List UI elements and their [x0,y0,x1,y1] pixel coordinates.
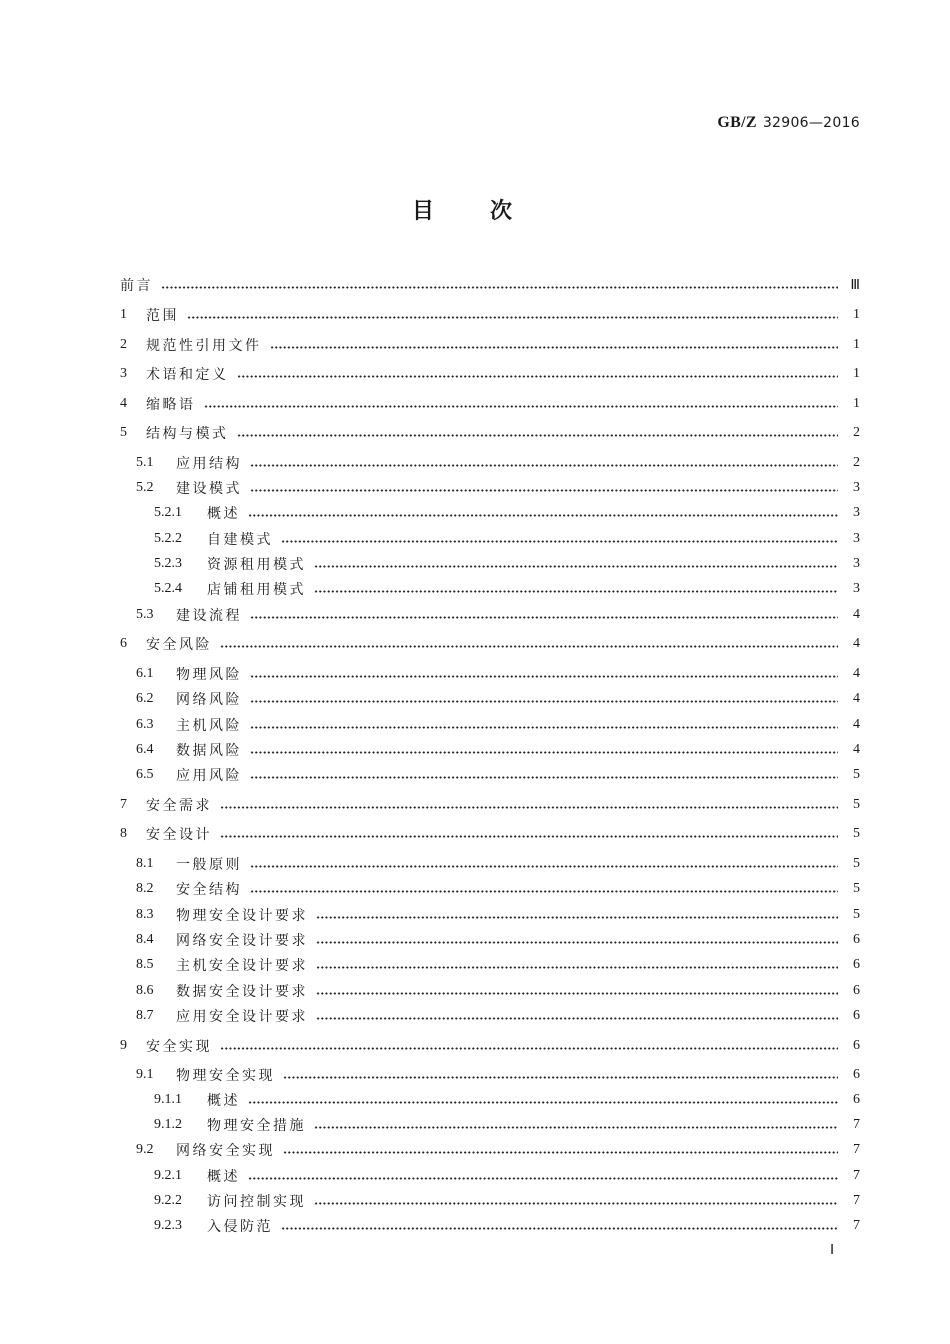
toc-entry-title: 物理安全实现 [176,1068,275,1084]
toc-entry-title: 入侵防范 [207,1219,273,1235]
toc-entry-page: 6 [853,1067,860,1082]
toc-entry-title: 数据安全设计要求 [176,984,308,1000]
toc-entry-number: 8.5 [136,957,154,972]
toc-entry-title: 范围 [146,308,179,324]
toc-entry-number: 9.1.1 [154,1092,182,1107]
footer-page-number: Ⅰ [830,1243,835,1258]
toc-entry[interactable] [120,713,860,737]
toc-entry-page: 4 [853,666,860,681]
toc-entry[interactable] [120,979,860,1003]
toc-entry[interactable] [120,662,860,686]
toc-entry-title: 安全实现 [146,1039,212,1055]
toc-entry-number: 9.1.2 [154,1117,182,1132]
dot-leader [283,1076,838,1079]
toc-entry-title: 安全结构 [176,882,242,898]
toc-entry[interactable] [120,1113,860,1137]
toc-entry[interactable] [120,953,860,977]
toc-entry-page: 6 [853,1038,860,1053]
toc-entry-number: 6.4 [136,742,154,757]
toc-entry-title: 规范性引用文件 [146,338,262,354]
toc-entry[interactable] [120,928,860,952]
dot-leader [316,941,838,944]
toc-entry-page: 3 [853,480,860,495]
toc-entry-title: 物理安全设计要求 [176,908,308,924]
toc-entry[interactable] [120,421,860,445]
toc-entry-page: 3 [853,556,860,571]
toc-entry-page: 6 [853,983,860,998]
toc-entry[interactable] [120,362,860,386]
toc-entry-page: 7 [853,1142,860,1157]
dot-leader [250,489,838,492]
toc-entry[interactable] [120,1034,860,1058]
toc-entry-title: 建设模式 [176,481,242,497]
toc-entry[interactable] [120,822,860,846]
dot-leader [250,751,838,754]
toc-entry-page: 6 [853,1008,860,1023]
toc-entry-title: 前言 [120,278,153,294]
dot-leader [248,1101,838,1104]
toc-entry[interactable] [120,763,860,787]
toc-entry[interactable] [120,1004,860,1028]
dot-leader [281,540,838,543]
toc-entry-page: 5 [853,797,860,812]
toc-entry-number: 8.6 [136,983,154,998]
toc-entry-title: 应用安全设计要求 [176,1009,308,1025]
toc-entry-number: 5.2.3 [154,556,182,571]
toc-entry[interactable] [120,603,860,627]
dot-leader [250,616,838,619]
toc-entry-title: 一般原则 [176,857,242,873]
dot-leader [250,726,838,729]
toc-entry[interactable] [120,1214,860,1238]
toc-entry-number: 9.2.2 [154,1193,182,1208]
toc-entry-page: 7 [853,1193,860,1208]
toc-entry[interactable] [120,303,860,327]
toc-entry-title: 网络安全实现 [176,1143,275,1159]
toc-entry[interactable] [120,501,860,525]
dot-leader [316,966,838,969]
toc-entry-number: 9.1 [136,1067,154,1082]
toc-entry-number: 5.1 [136,455,154,470]
toc-entry-title: 主机安全设计要求 [176,958,308,974]
toc-entry[interactable] [120,632,860,656]
toc-entry-title: 结构与模式 [146,426,229,442]
toc-entry[interactable] [120,476,860,500]
dot-leader [316,992,838,995]
toc-entry-page: 4 [853,636,860,651]
toc-entry-number: 5.3 [136,607,154,622]
toc-entry-page: 3 [853,505,860,520]
dot-leader [248,1177,838,1180]
toc-entry-number: 5.2.4 [154,581,182,596]
toc-entry-number: 9.2.3 [154,1218,182,1233]
toc-entry-title: 物理风险 [176,667,242,683]
toc-entry-number: 6 [120,636,127,651]
toc-entry-page: 4 [853,607,860,622]
toc-entry-title: 安全风险 [146,637,212,653]
toc-entry-page: 7 [853,1117,860,1132]
toc-entry[interactable] [120,738,860,762]
dot-leader [220,645,838,648]
toc-entry[interactable] [120,1088,860,1112]
toc-entry-title: 网络风险 [176,692,242,708]
toc-entry-number: 1 [120,307,127,322]
toc-entry-number: 6.3 [136,717,154,732]
toc-entry-page: 6 [853,1092,860,1107]
dot-leader [283,1151,838,1154]
dot-leader [237,434,839,437]
toc-entry-page: 4 [853,691,860,706]
dot-leader [220,835,838,838]
toc-entry-page: 5 [853,767,860,782]
toc-entry-number: 6.5 [136,767,154,782]
toc-entry[interactable] [120,877,860,901]
dot-leader [316,916,838,919]
toc-entry-number: 2 [120,337,127,352]
toc-entry-title: 资源租用模式 [207,557,306,573]
toc-entry-number: 9.2.1 [154,1168,182,1183]
dot-leader [250,890,838,893]
toc-entry-title: 建设流程 [176,608,242,624]
toc-entry[interactable] [120,333,860,357]
toc-entry-number: 4 [120,396,127,411]
toc-entry-title: 店铺租用模式 [207,582,306,598]
toc-entry-number: 8.1 [136,856,154,871]
toc-entry[interactable] [120,1189,860,1213]
dot-leader [237,375,839,378]
toc-entry-title: 自建模式 [207,532,273,548]
toc-entry-number: 8.2 [136,881,154,896]
toc-entry-page: 2 [853,455,860,470]
dot-leader [314,565,838,568]
toc-entry-page: 6 [853,932,860,947]
toc-entry-page: Ⅲ [850,277,860,293]
toc-entry-title: 访问控制实现 [207,1194,306,1210]
toc-entry-title: 概述 [207,506,240,522]
toc-entry-title: 概述 [207,1093,240,1109]
toc-entry[interactable] [120,1063,860,1087]
toc-entry-title: 网络安全设计要求 [176,933,308,949]
toc-entry-page: 5 [853,907,860,922]
dot-leader [250,776,838,779]
toc-entry[interactable] [120,577,860,601]
toc-entry-title: 主机风险 [176,718,242,734]
toc-entry-page: 3 [853,531,860,546]
toc-entry-number: 5 [120,425,127,440]
toc-entry-page: 7 [853,1168,860,1183]
toc-entry-title: 安全需求 [146,798,212,814]
toc-entry-page: 4 [853,717,860,732]
toc-entry-number: 7 [120,797,127,812]
dot-leader [250,865,838,868]
toc-entry[interactable] [120,392,860,416]
toc-entry-title: 物理安全措施 [207,1118,306,1134]
toc-entry-title: 应用结构 [176,456,242,472]
toc-entry[interactable] [120,1138,860,1162]
toc-entry-page: 5 [853,826,860,841]
dot-leader [220,1047,838,1050]
toc-entry[interactable] [120,1164,860,1188]
dot-leader [316,1017,838,1020]
toc-entry-title: 安全设计 [146,827,212,843]
dot-leader [187,316,838,319]
toc-entry-page: 2 [853,425,860,440]
dot-leader [161,286,838,289]
toc-entry-page: 4 [853,742,860,757]
toc-entry-number: 3 [120,366,127,381]
dot-leader [250,464,838,467]
toc-entry-number: 6.1 [136,666,154,681]
standard-code [717,113,860,132]
toc-entry[interactable] [120,687,860,711]
toc-entry-number: 8.3 [136,907,154,922]
toc-entry[interactable] [120,451,860,475]
toc-entry[interactable] [120,793,860,817]
toc-entry-number: 9.2 [136,1142,154,1157]
standard-prefix: GB/Z [717,114,757,131]
dot-leader [250,675,838,678]
toc-entry-title: 应用风险 [176,768,242,784]
dot-leader [314,590,838,593]
toc-entry-page: 1 [853,307,860,322]
toc-entry-number: 5.2.2 [154,531,182,546]
toc-entry[interactable] [120,527,860,551]
toc-entry-number: 8.7 [136,1008,154,1023]
toc-entry[interactable] [120,552,860,576]
toc-entry-page: 1 [853,337,860,352]
toc-entry-page: 5 [853,856,860,871]
dot-leader [314,1202,838,1205]
toc-entry[interactable] [120,273,860,297]
toc-entry[interactable] [120,852,860,876]
dot-leader [314,1126,838,1129]
toc-entry-title: 缩略语 [146,397,196,413]
toc-entry-number: 8.4 [136,932,154,947]
dot-leader [270,346,839,349]
dot-leader [248,514,838,517]
toc-entry-number: 5.2 [136,480,154,495]
dot-leader [250,700,838,703]
toc-entry-page: 3 [853,581,860,596]
toc-entry-number: 6.2 [136,691,154,706]
page-title: 目次 [411,199,568,224]
dot-leader [281,1227,838,1230]
toc-entry-page: 1 [853,396,860,411]
toc-entry-page: 7 [853,1218,860,1233]
dot-leader [220,806,838,809]
toc-entry-title: 数据风险 [176,743,242,759]
toc-entry-title: 概述 [207,1169,240,1185]
standard-number: 32906—2016 [762,115,860,131]
toc-entry-title: 术语和定义 [146,367,229,383]
toc-entry[interactable] [120,903,860,927]
toc-entry-number: 8 [120,826,127,841]
toc-entry-page: 6 [853,957,860,972]
toc-entry-page: 1 [853,366,860,381]
toc-entry-number: 9 [120,1038,127,1053]
toc-entry-number: 5.2.1 [154,505,182,520]
toc-entry-page: 5 [853,881,860,896]
dot-leader [204,405,839,408]
